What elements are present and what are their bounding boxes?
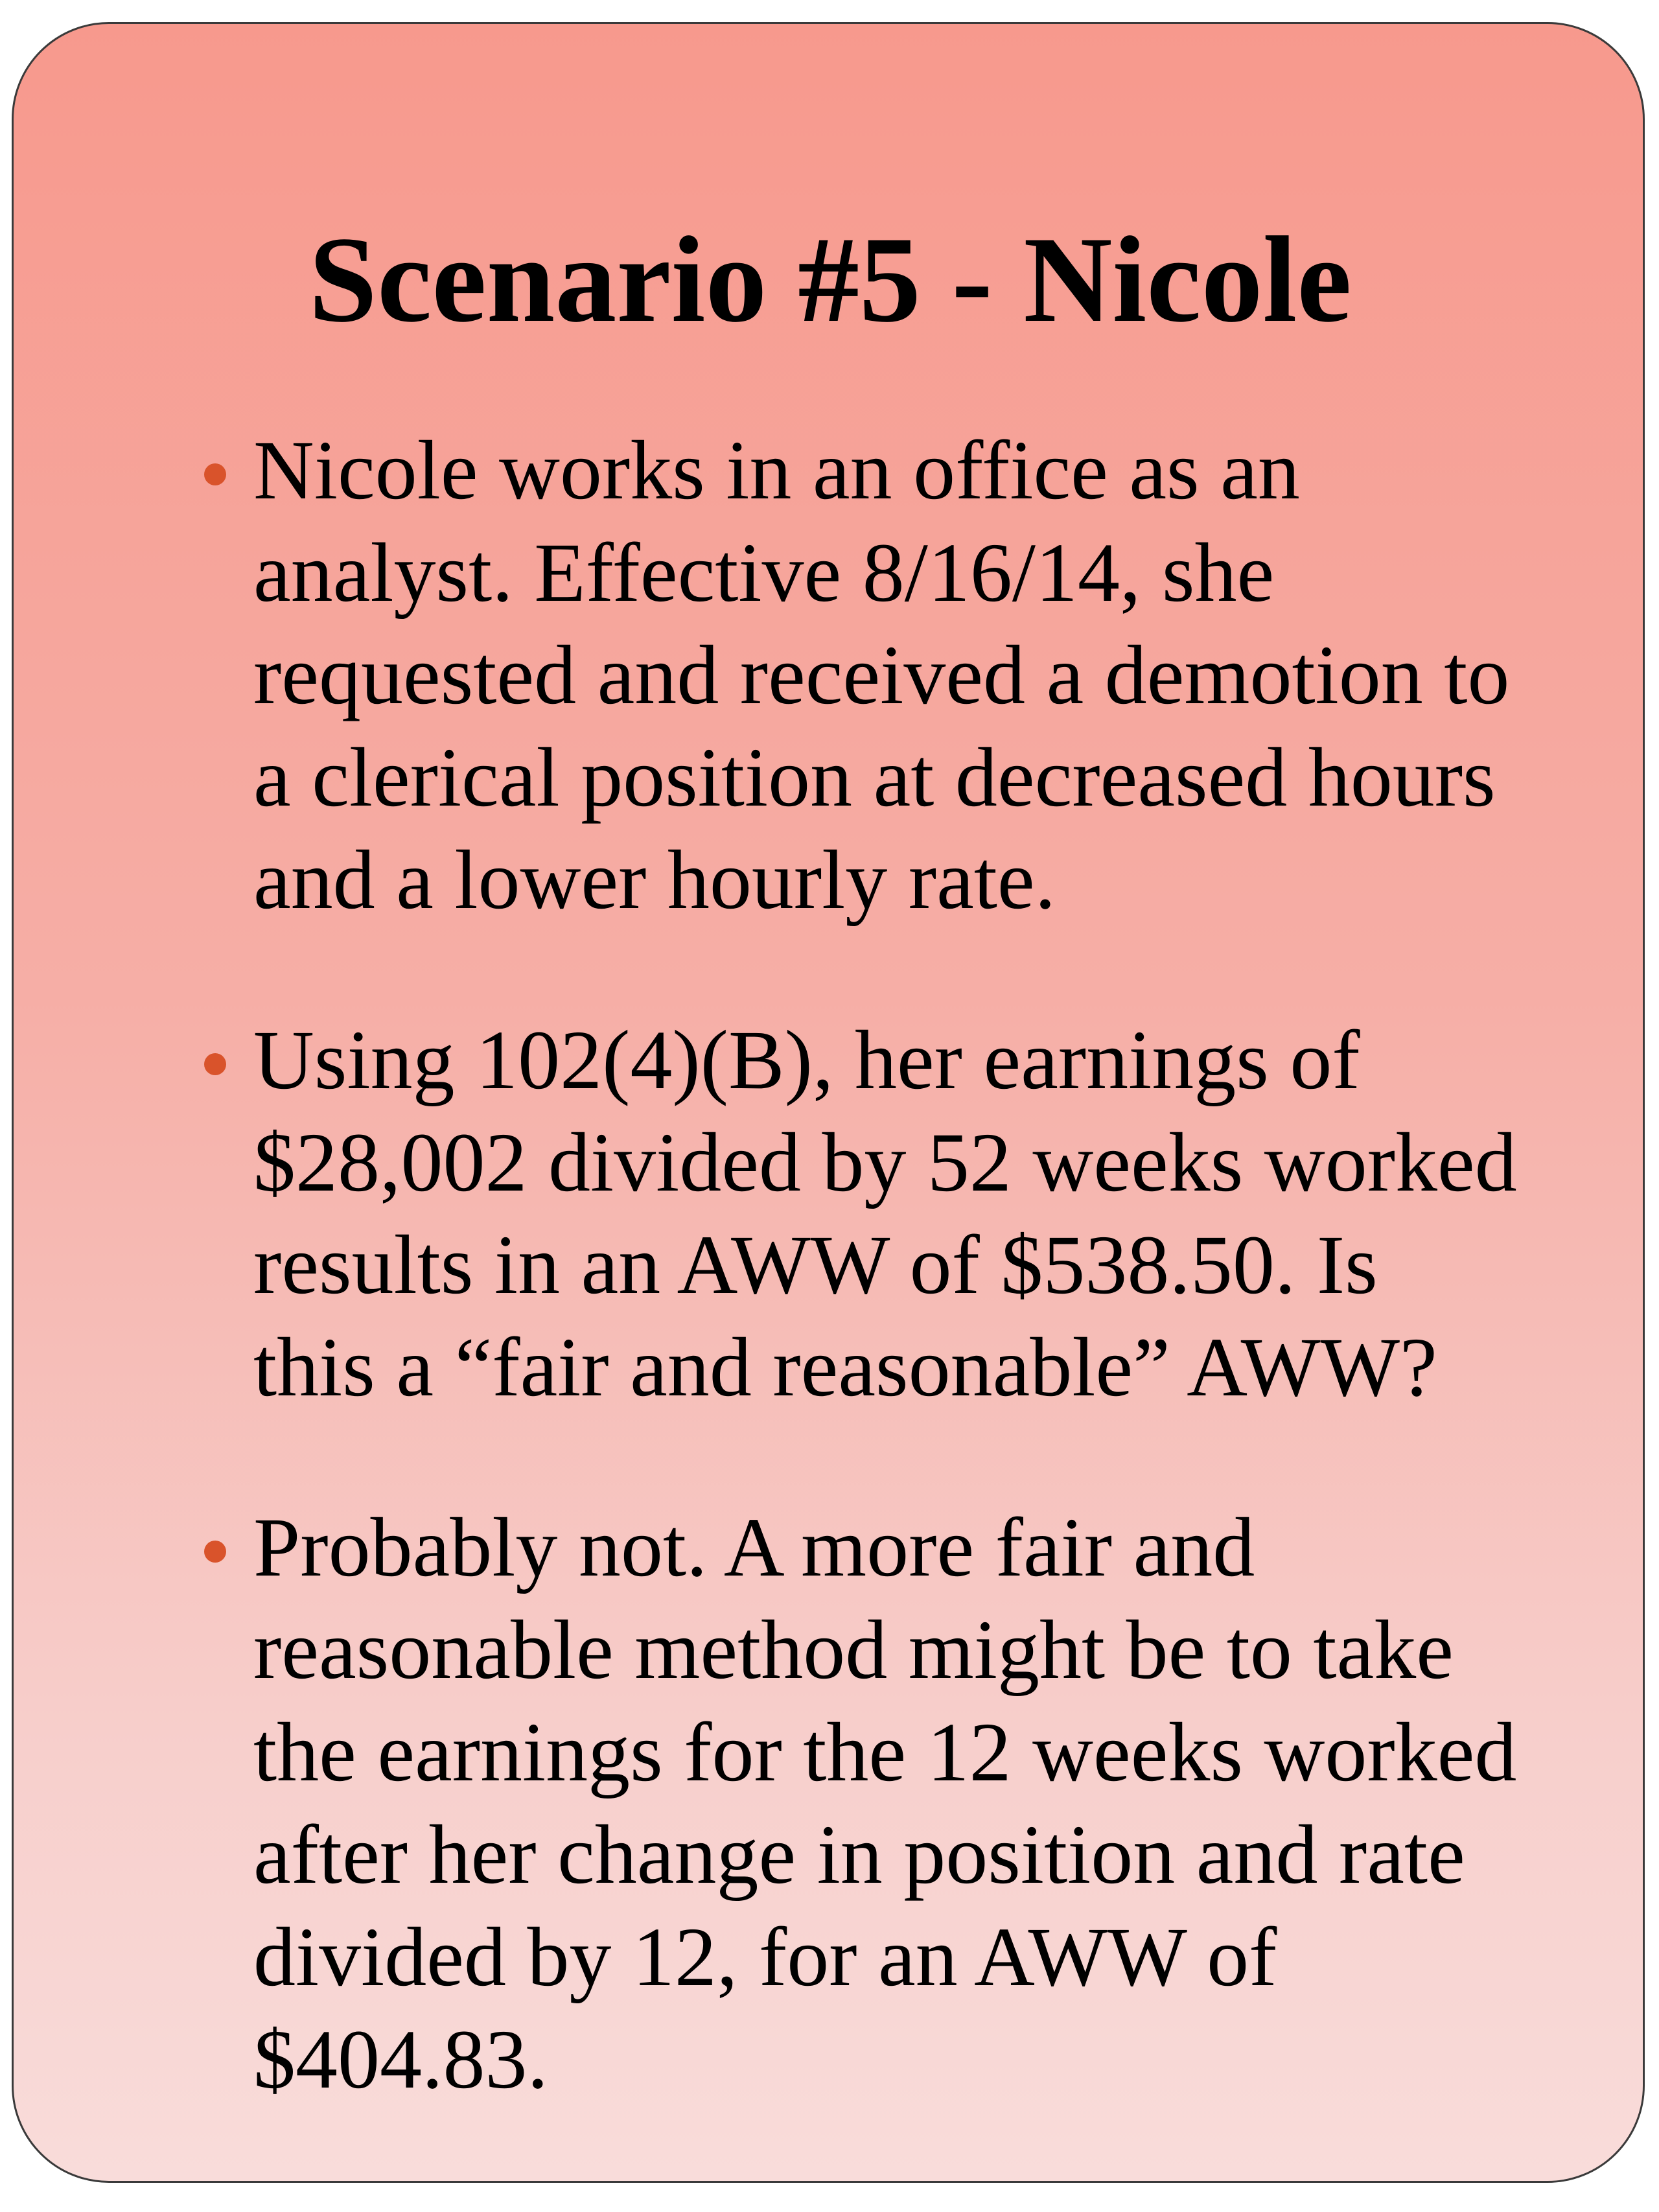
bullet-dot-icon — [204, 1541, 226, 1563]
bullet-item — [253, 1009, 1588, 1419]
bullet-line: divided by 12, for an AWW of — [253, 1911, 1277, 2004]
bullet-text — [253, 1496, 1588, 2111]
bullet-item — [253, 1496, 1588, 2111]
bullet-text — [253, 419, 1588, 931]
bullet-line: results in an AWW of $538.50. Is — [253, 1218, 1378, 1312]
slide-title: Scenario #5 - Nicole — [308, 212, 1352, 348]
bullet-line: Nicole works in an office as an — [253, 424, 1300, 517]
bullet-line: a clerical position at decreased hours — [253, 731, 1496, 824]
bullet-line: Probably not. A more fair and — [253, 1501, 1255, 1594]
slide-card — [12, 22, 1645, 2183]
bullet-line: reasonable method might be to take — [253, 1603, 1454, 1697]
bullet-dot-icon — [204, 463, 226, 485]
bullet-line: analyst. Effective 8/16/14, she — [253, 526, 1275, 620]
bullet-line: Using 102(4)(B), her earnings of — [253, 1014, 1360, 1107]
bullet-text — [253, 1009, 1588, 1419]
bullet-line: $28,002 divided by 52 weeks worked — [253, 1116, 1517, 1209]
bullet-item — [253, 419, 1588, 931]
bullet-list — [253, 419, 1588, 2189]
bullet-line: after her change in position and rate — [253, 1808, 1465, 1902]
bullet-line: $404.83. — [253, 2013, 548, 2106]
bullet-line: the earnings for the 12 weeks worked — [253, 1706, 1517, 1799]
bullet-line: requested and received a demotion to — [253, 629, 1510, 722]
bullet-line: this a “fair and reasonable” AWW? — [253, 1321, 1437, 1414]
bullet-line: and a lower hourly rate. — [253, 833, 1056, 927]
bullet-dot-icon — [204, 1053, 226, 1075]
